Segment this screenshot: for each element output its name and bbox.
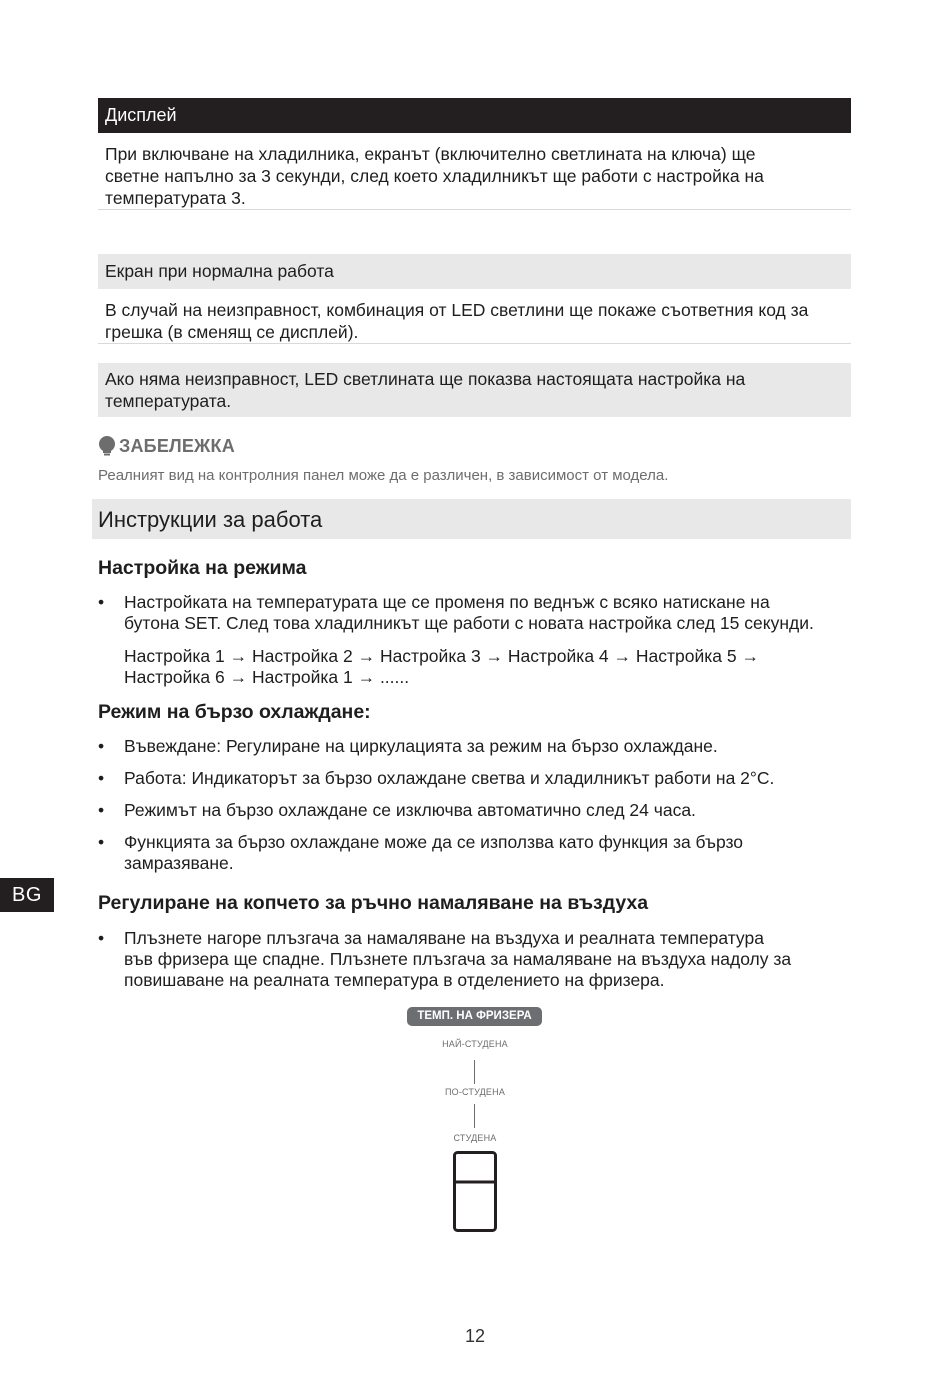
- table-cell-normal-screen: Екран при нормална работа: [98, 254, 851, 289]
- text-line: Въвеждане: Регулиране на циркулацията за режим на бързо охлаждане.: [124, 736, 718, 756]
- text-line: Режимът на бързо охлаждане се изключва автоматично след 24 часа.: [124, 800, 696, 820]
- note-title: ЗАБЕЛЕЖКА: [119, 436, 235, 456]
- list-item-text: [124, 592, 854, 634]
- list-item-text: [124, 800, 854, 821]
- table-cell-fault: [98, 294, 851, 348]
- lightbulb-icon: [98, 436, 116, 456]
- text-line: Настройка 1 → Настройка 2 → Настройка 3 → Настройка 4 → Настройка 5 →: [124, 646, 759, 666]
- list-item-text: [124, 736, 854, 757]
- text-line: повишаване на реалната температура в отделението на фризера.: [124, 970, 665, 990]
- text-line: температурата.: [105, 391, 232, 411]
- note-text: Реалният вид на контролния панел може да е различен, в зависимост от модела.: [98, 467, 669, 484]
- heading-mode-setting: Настройка на режима: [98, 557, 307, 579]
- text-line: светне напълно за 3 секунди, след което хладилникът ще работи с настройка на: [105, 166, 764, 186]
- text-line: температурата 3.: [105, 188, 246, 208]
- section-title: Инструкции за работа: [92, 499, 851, 539]
- heading-quick-cool: Режим на бързо охлаждане:: [98, 701, 371, 723]
- table-header-display: Дисплей: [98, 98, 851, 133]
- settings-sequence: [124, 646, 759, 688]
- text-line: бутона SET. След това хладилникът ще работи с новата настройка след 15 секунди.: [124, 613, 814, 633]
- table-divider: [98, 343, 851, 344]
- text-line: Функцията за бързо охлаждане може да се използва като функция за бързо: [124, 832, 744, 852]
- bullet-marker: •: [98, 736, 105, 756]
- label-colder: ПО-СТУДЕНА: [444, 1087, 506, 1097]
- label-coldest: НАЙ-СТУДЕНА: [442, 1039, 508, 1049]
- bullet-marker: •: [98, 832, 105, 852]
- bullet-marker: •: [98, 592, 105, 612]
- text-line: във фризера ще спадне. Плъзнете плъзгача за намаляване на въздуха надолу за: [124, 949, 792, 969]
- scale-line: [474, 1104, 475, 1128]
- bullet-marker: •: [98, 928, 105, 948]
- note-heading: [98, 435, 235, 457]
- text-line: Настройка 6 → Настройка 1 → ......: [124, 667, 410, 687]
- label-cold: СТУДЕНА: [453, 1133, 497, 1143]
- list-item-text: [124, 768, 854, 789]
- table-divider: [98, 209, 851, 210]
- scale-line: [474, 1060, 475, 1084]
- text-line: Настройката на температурата ще се променя по веднъж с всяко натискане на: [124, 592, 770, 612]
- text-line: При включване на хладилника, екранът (включително светлината на ключа) ще: [105, 144, 756, 164]
- table-cell-no-fault: [98, 363, 851, 417]
- list-item-text: [124, 832, 854, 874]
- language-tab: BG: [0, 878, 54, 912]
- bullet-marker: •: [98, 800, 105, 820]
- text-line: Работа: Индикаторът за бързо охлаждане светва и хладилникът работи на 2°C.: [124, 768, 775, 788]
- list-item-text: [124, 928, 854, 991]
- page-number: 12: [464, 1326, 486, 1346]
- bullet-marker: •: [98, 768, 105, 788]
- text-line: Плъзнете нагоре плъзгача за намаляване на въздуха и реалната температура: [124, 928, 764, 948]
- fridge-icon: [453, 1151, 497, 1232]
- text-line: грешка (в сменящ се дисплей).: [105, 322, 359, 342]
- list-item: [98, 592, 858, 636]
- text-line: Ако няма неизправност, LED светлината ще показва настоящата настройка на: [105, 369, 746, 389]
- text-line: замразяване.: [124, 853, 234, 873]
- text-line: В случай на неизправност, комбинация от LED светлини ще покаже съответния код за: [105, 300, 809, 320]
- heading-air-knob: Регулиране на копчето за ръчно намаляване на въздуха: [98, 892, 649, 914]
- freezer-temp-label: ТЕМП. НА ФРИЗЕРА: [407, 1007, 542, 1026]
- table-cell-power-on: [98, 138, 851, 214]
